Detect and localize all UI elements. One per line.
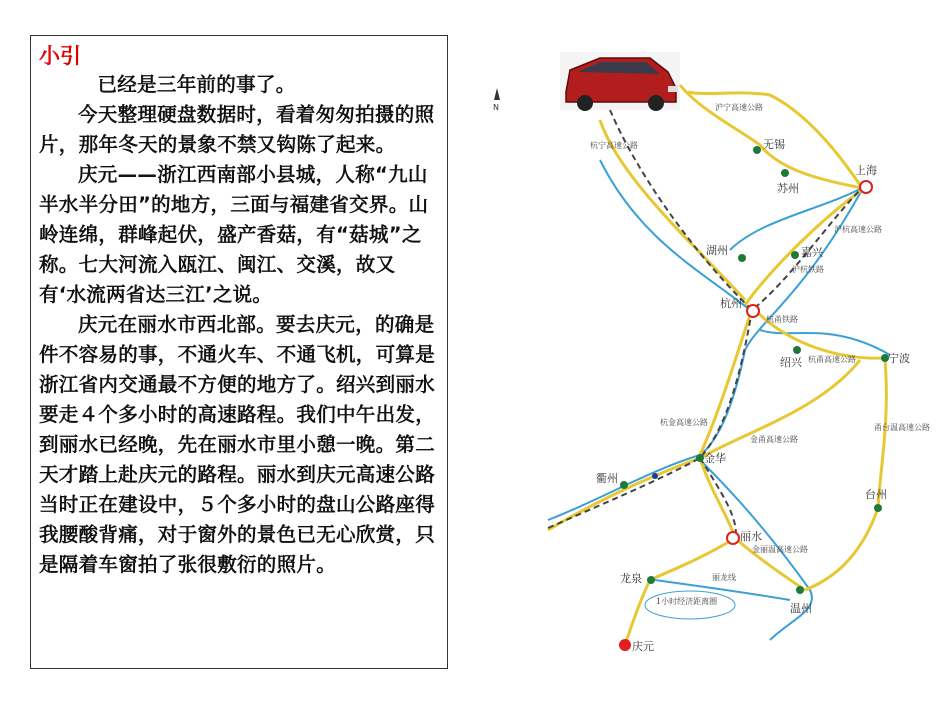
road-label: 甬台温高速公路 xyxy=(874,423,930,432)
city-hangzhou: 杭州 xyxy=(720,297,742,310)
city-qingyuan: 庆元 xyxy=(632,640,654,653)
city-shanghai: 上海 xyxy=(855,164,877,177)
article-paragraph: 今天整理硬盘数据时，看着匆匆拍摄的照片，那年冬天的景象不禁又钩陈了起来。 xyxy=(39,103,435,156)
highways xyxy=(548,85,886,645)
article-paragraph: 庆元——浙江西南部小县城，人称“九山半水半分田”的地方，三面与福建省交界。山岭连绵，群峰起伏，盛产香菇，有“菇城”之称。七大河流入瓯江、闽江、交溪，故又有‘水流两省达三江’之说。 xyxy=(39,163,429,306)
road-label: 金甬高速公路 xyxy=(750,435,798,444)
road-label: 杭金高速公路 xyxy=(660,418,708,427)
city-ningbo: 宁波 xyxy=(888,352,910,365)
city-wenzhou: 温州 xyxy=(790,602,812,615)
road-label: 丽龙线 xyxy=(712,573,736,582)
article-paragraph: 已经是三年前的事了。 xyxy=(97,73,296,96)
road-label: 1小时经济距离圈 xyxy=(656,597,718,606)
north-label: N xyxy=(493,103,499,112)
article-heading: 小引 xyxy=(39,44,81,68)
road-label: 杭甬铁路 xyxy=(766,315,798,324)
city-wuxi: 无锡 xyxy=(763,138,785,151)
city-longquan: 龙泉 xyxy=(620,572,642,585)
city-lishui: 丽水 xyxy=(740,530,762,543)
city-jiaxing: 嘉兴 xyxy=(801,246,823,259)
north-arrow-icon xyxy=(493,88,500,112)
road-label: 金丽温高速公路 xyxy=(752,545,808,554)
article-paragraph: 庆元在丽水市西北部。要去庆元，的确是件不容易的事，不通火车、不通飞机，可算是浙江省内交通最不方便的地方了。绍兴到丽水要走４个多小时的高速路程。我们中午出发，到丽水已经晚，先在丽水市里小憩一晚。第二天才踏上赴庆元的路程。丽水到庆元高速公路当时正在建设中，５个多小时的盘山公路座得我腰酸背痛，对于窗外的景色已无心欣赏，只是隔着车窗拍了张很敷衍的照片。 xyxy=(39,313,436,576)
city-huzhou: 湖州 xyxy=(706,244,728,257)
city-suzhou: 苏州 xyxy=(777,182,799,195)
city-quzhou: 衢州 xyxy=(596,472,618,485)
road-label: 沪杭铁路 xyxy=(792,265,824,274)
city-shaoxing: 绍兴 xyxy=(780,356,802,369)
road-label: 沪宁高速公路 xyxy=(715,103,763,112)
road-label: 杭甬高速公路 xyxy=(808,355,856,364)
city-jinhua: 金华 xyxy=(704,452,726,465)
route-map xyxy=(470,40,940,680)
city-taizhou: 台州 xyxy=(865,488,887,501)
road-label: 沪杭高速公路 xyxy=(834,225,882,234)
road-label: 杭宁高速公路 xyxy=(590,141,638,150)
car-icon xyxy=(560,52,680,111)
article-textbox xyxy=(30,35,448,669)
